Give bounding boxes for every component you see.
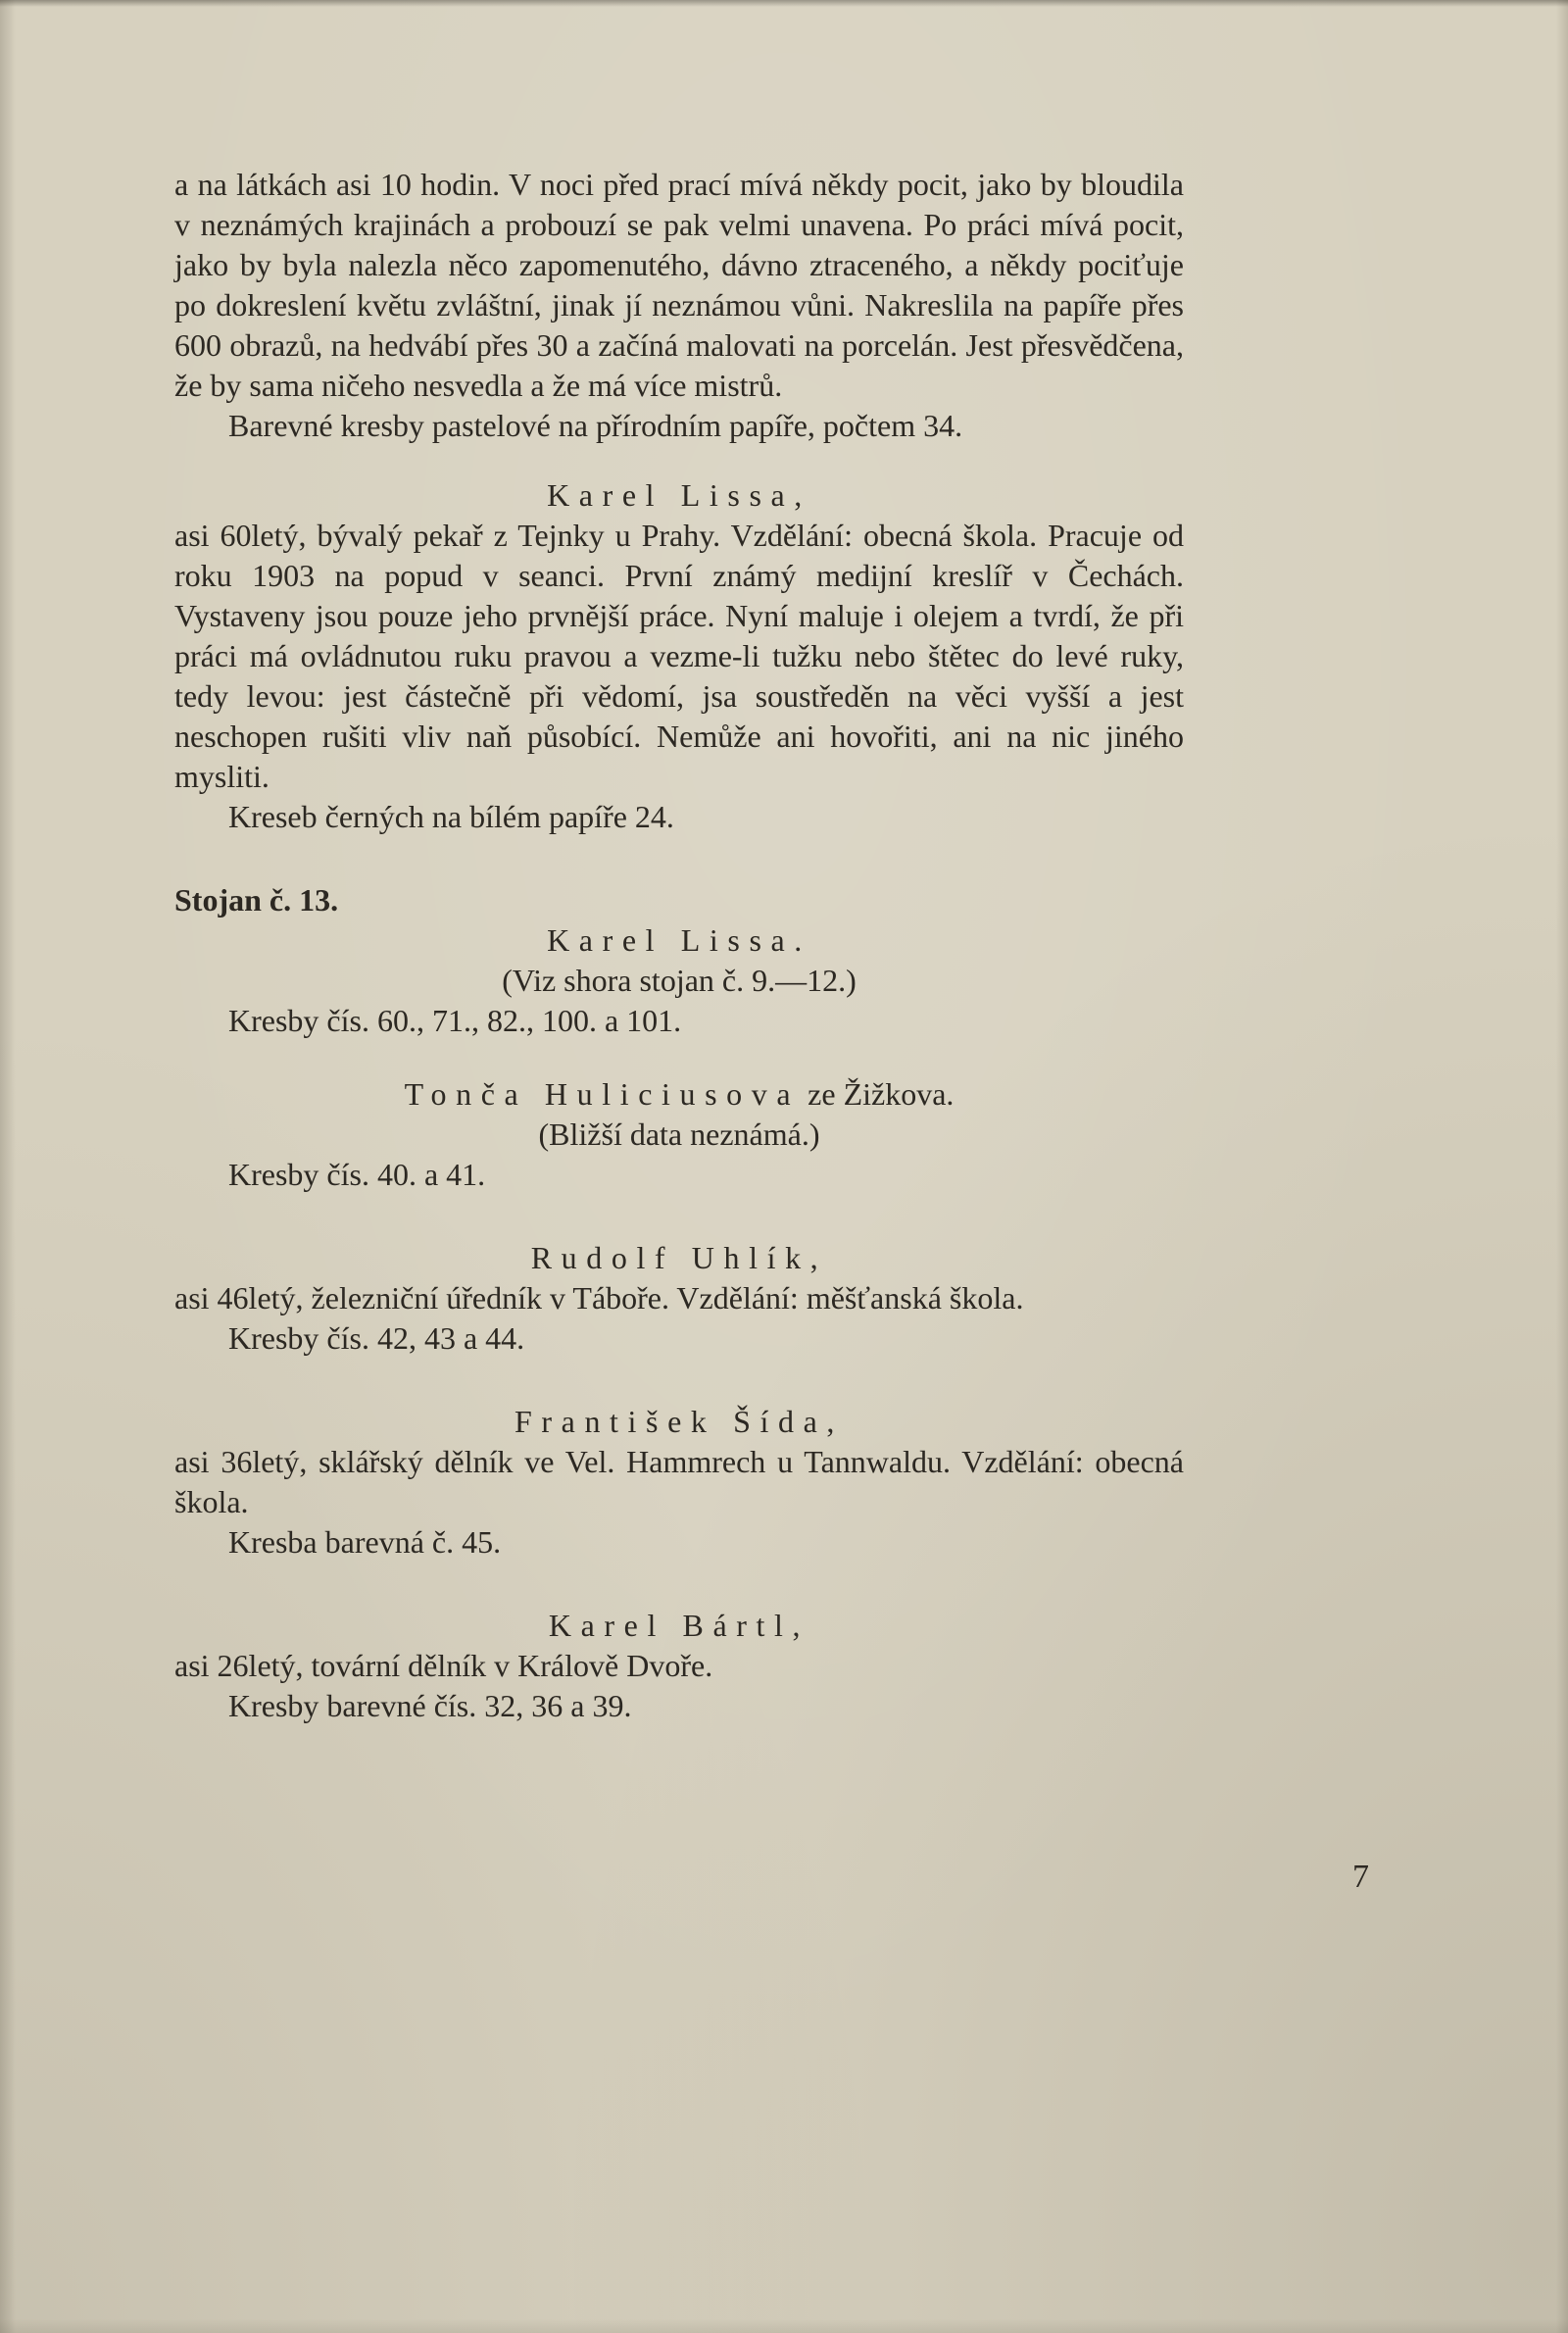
artist-heading-lissa-stand: [174, 920, 1184, 961]
artist-note-hulicius: Kresby čís. 40. a 41.: [228, 1157, 486, 1192]
artist-note-sida: Kresba barevná č. 45.: [228, 1524, 502, 1560]
artist-bio-lissa: asi 60letý, bývalý pekař z Tejnky u Prahy. Vzdělání: obecná škola. Pracuje od roku 1903 na popud v seanci. První známý medijní kreslíř v Čechách. Vystaveny jsou pouze jeho prvnější práce. Nyní maluje i olejem a tvrdí, že při práci má ovládnutou ruku pravou a vezme-li tužku nebo štětec do levé ruky, tedy levou: jest částečně při vědomí, jsa soustředěn na věci vyšší a jest neschopen rušiti vliv naň působící. Nemůže ani hovořiti, ani na nic jiného mysliti.: [174, 518, 1184, 794]
artist-name: Karel Bártl,: [548, 1608, 810, 1643]
artist-heading-bartl: [174, 1606, 1184, 1646]
artist-name: Karel Lissa.: [547, 922, 811, 958]
artist-heading-uhlik: [174, 1238, 1184, 1278]
artist-name: František Šída,: [514, 1404, 844, 1439]
artist-note-uhlik: Kresby čís. 42, 43 a 44.: [228, 1320, 525, 1356]
artist-heading-lissa: [174, 475, 1184, 516]
artist-name-suffix: ze Žižkova.: [808, 1076, 955, 1112]
intro-note: Barevné kresby pastelové na přírodním papíře, počtem 34.: [228, 408, 963, 443]
artist-note-lissa: Kreseb černých na bílém papíře 24.: [228, 799, 674, 834]
artist-note-bartl: Kresby barevné čís. 32, 36 a 39.: [228, 1688, 632, 1723]
artist-bio-sida: asi 36letý, sklářský dělník ve Vel. Hammrech u Tannwaldu. Vzdělání: obecná škola.: [174, 1444, 1184, 1519]
stand-note: Kresby čís. 60., 71., 82., 100. a 101.: [228, 1003, 682, 1038]
artist-name: Rudolf Uhlík,: [530, 1240, 828, 1275]
artist-heading-sida: [174, 1402, 1184, 1442]
artist-bio-bartl: asi 26letý, tovární dělník v Králově Dvoře.: [174, 1648, 713, 1683]
text-block: [174, 165, 1184, 1726]
intro-paragraph: a na látkách asi 10 hodin. V noci před prací mívá někdy pocit, jako by bloudila v neznámých krajinách a probouzí se pak velmi unavena. Po práci mívá pocit, jako by byla nalezla něco zapomenutého, dávno ztraceného, a někdy pociťuje po dokreslení květu zvláštní, jinak jí neznámou vůni. Nakreslila na papíře přes 600 obrazů, na hedvábí přes 30 a začíná malovati na porcelán. Jest přesvědčena, že by sama ničeho nesvedla a že má více mistrů.: [174, 167, 1184, 403]
artist-bio-uhlik: asi 46letý, železniční úředník v Táboře. Vzdělání: měšťanská škola.: [174, 1280, 1024, 1315]
artist-name: Karel Lissa,: [547, 477, 811, 513]
artist-heading-hulicius: [174, 1074, 1184, 1115]
stand-label: Stojan č. 13.: [174, 882, 339, 918]
artist-reference-hulicius: (Bližší data neznámá.): [538, 1117, 820, 1152]
page-number: 7: [1352, 1859, 1369, 1895]
artist-name: Tonča Huliciusova: [404, 1076, 801, 1112]
stand-reference: (Viz shora stojan č. 9.—12.): [502, 963, 857, 998]
